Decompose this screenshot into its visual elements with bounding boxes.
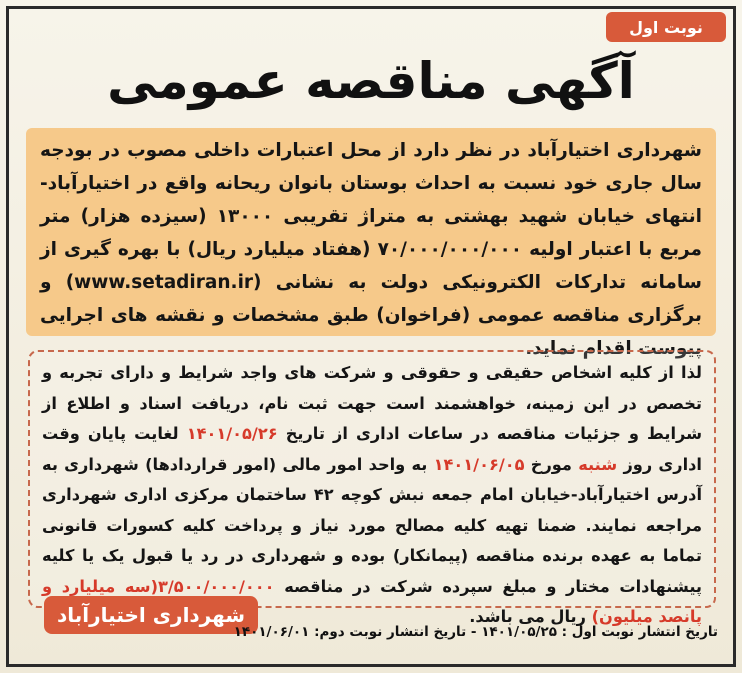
publication-round-badge: نوبت اول <box>606 12 726 42</box>
end-date: ۱۴۰۱/۰۶/۰۵ <box>433 454 525 474</box>
ad-title: آگهی مناقصه عمومی <box>107 52 635 110</box>
details-text-5: ریال می باشد. <box>469 607 586 626</box>
details-text-4: به واحد امور مالی (امور قراردادها) شهرداری به آدرس اختیارآباد-خیابان امام جمعه نبش کوچه ۴۲ ساختمان مرکزی اداری شهرداری مراجعه نمایند. ضمنا تهیه کلیه مصالح مورد نیاز و پرداخت کلیه کسورات قانونی تماما به عهده برنده مناقصه (پیمانکار) بوده و شهرداری در رد یا قبول یک یا کلیه پیشنهادات مختار و مبلغ سپرده شرکت در مناقصه <box>42 454 703 596</box>
details-text-3: مورخ <box>530 454 572 474</box>
municipality-banner: شهرداری اختیارآباد <box>44 596 258 634</box>
details-text-2: لغایت پایان وقت اداری روز <box>42 424 702 474</box>
intro-paragraph: شهرداری اختیارآباد در نظر دارد از محل اعتبارات داخلی مصوب در بودجه سال جاری خود نسبت به احداث بوستان بانوان ریحانه واقع در اختیارآباد-انتهای خیابان شهید بهشتی به متراژ تقریبی ۱۳۰۰۰ (سیزده هزار) متر مربع با اعتبار اولیه ۷۰/۰۰۰/۰۰۰/۰۰۰ (هفتاد میلیارد ریال) با بهره گیری از سامانه تدارکات الکترونیکی دولت به نشانی (www.setadiran.ir) و برگزاری مناقصه عمومی (فراخوان) طبق مشخصات و نقشه های اجرایی پیوست اقدام نماید. <box>26 128 716 336</box>
deadline-day: شنبه <box>578 454 618 474</box>
deposit-amount: ۳/۵۰۰/۰۰۰/۰۰۰(سه میلیارد و پانصد میلیون) <box>42 576 702 626</box>
details-text-1: لذا از کلیه اشخاص حقیقی و حقوقی و شرکت های واجد شرایط و دارای تجربه و تخصص در این زمینه، خواهشمند است جهت ثبت نام، دریافت اسناد و اطلاع از شرایط و جزئیات مناقصه در ساعات اداری از تاریخ <box>42 363 702 443</box>
publication-dates: تاریخ انتشار نوبت اول : ۱۴۰۱/۰۵/۲۵ - تاریخ انتشار نوبت دوم: ۱۴۰۱/۰۶/۰۱ <box>233 624 718 640</box>
start-date: ۱۴۰۱/۰۵/۲۶ <box>186 424 278 443</box>
